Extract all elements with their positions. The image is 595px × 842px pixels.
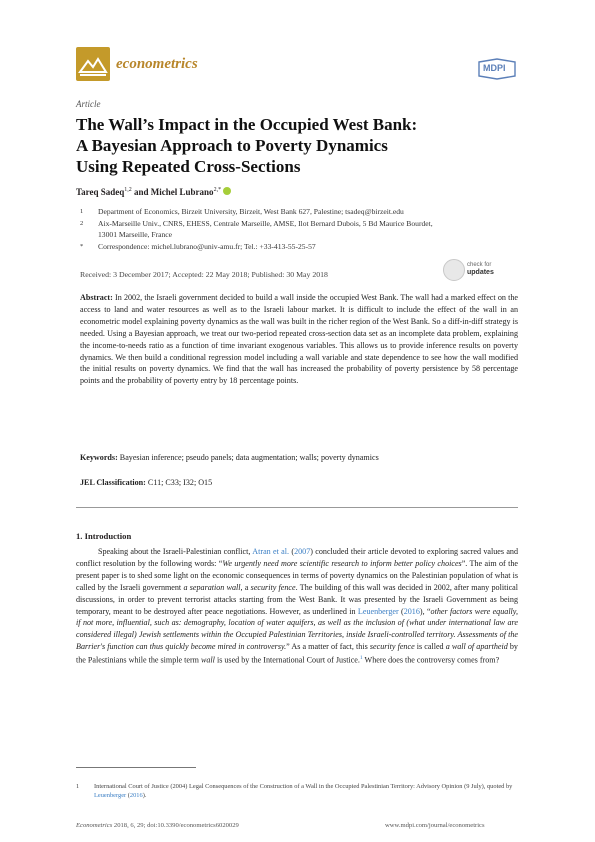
keywords-text: Bayesian inference; pseudo panels; data augmentation; walls; poverty dynamics xyxy=(119,453,379,462)
jel-text: C11; C33; I32; O15 xyxy=(147,478,213,487)
mdpi-logo[interactable] xyxy=(477,58,515,78)
mdpi-label: MDPI xyxy=(483,63,506,73)
check-updates-line2[interactable]: updates xyxy=(467,269,494,276)
publication-dates: Received: 3 December 2017; Accepted: 22 May 2018; Published: 30 May 2018 xyxy=(80,270,328,279)
article-type: Article xyxy=(76,99,101,109)
affiliation-text: Department of Economics, Birzeit University, Birzeit, West Bank 627, Palestine; tsadeq@birzeit.edu xyxy=(98,207,404,216)
intro-paragraph xyxy=(76,546,518,667)
check-updates-icon[interactable] xyxy=(443,259,465,281)
text-run: is called xyxy=(414,642,446,652)
affiliation-2 xyxy=(80,219,520,229)
abstract-text: In 2002, the Israeli government decided to build a wall inside the occupied West Bank. The wall had a marked effect on the access to land and water resources as well as to the Israeli labour market. It is difficult to include the effect of the wall in an econometric model explaining poverty dynamics as the wall was built in the richer region of the West Bank. So a diff-in-diff strategy is needed. Using a Bayesian approach, we treat our two-period repeated cross-section data set as an incomplete data problem, explaining the income-to-needs ratio as a function of time invariant exogenous variables. This allows us to provide inference results on poverty dynamics. We then build a conditional regression model including a wall variable and state dependence to see how the wall modified the initial results on poverty dynamics. We find that the wall has increased the probability of poverty persistence by 58 percentage points and the probability of poverty entry by 18 percentage points. xyxy=(80,293,518,386)
text-run: is used by the International Court of Justice. xyxy=(214,655,360,665)
footnote-mark: 1 xyxy=(76,783,80,790)
emphasis: security fence xyxy=(369,642,415,652)
text-run: ). xyxy=(142,792,147,800)
text-run: . The building of this wall was decided in 2002, after many political discussions, in order to prevent terrorist attacks starting from the West Bank. It was presented by the Israeli Government as being temporary, meant to be destroyed after peace negotiations. However, as underlined in xyxy=(76,582,518,616)
emphasis: security fence xyxy=(250,582,296,592)
text-run: ( xyxy=(398,606,404,616)
author-2[interactable]: Michel Lubrano xyxy=(150,187,214,197)
text-run: ) concluded their article devoted to exploring sacred values and conflict resolution by the following words: “ xyxy=(76,547,519,568)
emphasis: wall xyxy=(200,655,215,665)
jel-label: JEL Classification: xyxy=(80,478,146,487)
correspondence xyxy=(80,242,520,252)
author-1[interactable]: Tareq Sadeq xyxy=(76,187,125,197)
footnote xyxy=(76,782,518,802)
footnote-text: International Court of Justice (2004) Legal Consequences of the Construction of a Wall in the Occupied Palestinian Territory: Advisory Opinion (9 July), quoted by Leuenberger (2016). xyxy=(94,783,513,800)
text-run: Speaking about the Israeli-Palestinian conflict, xyxy=(98,547,253,556)
footer-citation xyxy=(76,822,239,829)
affiliation-mark: 2 xyxy=(80,220,84,227)
footnote-divider xyxy=(76,767,196,768)
quote: other factors were equally, if not more, influential, such as: demography, location of water aquifers, as well as the inclusion of (what under international law are considered illegal) Jewish settlements within the Occupied Palestinian Territories, inside Israeli-controlled territory. Assessments of the Barrier's function can thus quickly become mired in controversy. xyxy=(76,606,518,652)
affiliation-text: Aix-Marseille Univ., CNRS, EHESS, Centrale Marseille, AMSE, Ilot Bernard Dubois, 5 Bd Maurice Bourdet, xyxy=(98,219,433,228)
orcid-icon[interactable] xyxy=(223,187,231,195)
author-list xyxy=(76,187,231,197)
quote: We urgently need more scientific research to inform better policy choices xyxy=(222,558,462,568)
section-heading: 1. Introduction xyxy=(76,531,132,541)
footer-doi: 2018, 6, 29; doi:10.3390/econometrics6020029 xyxy=(112,822,239,829)
citation-year-link[interactable]: 2007 xyxy=(294,547,311,556)
text-run: ” As a matter of fact, this xyxy=(286,642,370,652)
jel-classification xyxy=(80,478,518,487)
affiliation-mark: * xyxy=(80,243,84,250)
author-1-affil: 1,2 xyxy=(124,187,132,193)
citation-link[interactable]: Leuenberger xyxy=(94,792,127,800)
citation-link[interactable]: Atran et al. xyxy=(252,547,290,556)
journal-name[interactable]: econometrics xyxy=(116,56,198,72)
mountain-logo-icon xyxy=(76,47,110,81)
citation-year-link[interactable]: 2016 xyxy=(403,606,420,616)
abstract-label: Abstract: xyxy=(80,293,113,302)
text-run: , a xyxy=(240,582,251,592)
text-run: ), “ xyxy=(419,606,431,616)
text-run: Where does the controversy comes from? xyxy=(362,655,500,665)
title-line-1: The Wall’s Impact in the Occupied West Bank: xyxy=(76,115,418,134)
citation-year-link[interactable]: 2016 xyxy=(129,792,143,800)
title-line-2: A Bayesian Approach to Poverty Dynamics xyxy=(76,136,388,155)
emphasis: a wall of apartheid xyxy=(445,642,508,652)
affiliation-text: Correspondence: michel.lubrano@univ-amu.fr; Tel.: +33-413-55-25-57 xyxy=(98,242,316,251)
keywords xyxy=(80,453,518,462)
footer-journal: Econometrics xyxy=(76,822,113,829)
emphasis: a separation wall xyxy=(183,582,241,592)
affiliation-1 xyxy=(80,207,520,217)
divider xyxy=(76,507,518,508)
footnote-ref-link[interactable]: 1 xyxy=(359,655,363,662)
text-run: by the Palestinians while the simple term xyxy=(76,642,518,665)
keywords-label: Keywords: xyxy=(80,453,118,462)
affiliation-text: 13001 Marseille, France xyxy=(98,230,173,239)
journal-logo xyxy=(76,47,110,81)
citation-link[interactable]: Leuenberger xyxy=(357,606,399,616)
footer-url[interactable]: www.mdpi.com/journal/econometrics xyxy=(385,822,485,829)
author-2-affil: 2,* xyxy=(213,187,222,193)
text-run: ( xyxy=(289,547,295,556)
text-run: International Court of Justice (2004) Legal Consequences of the Construction of a Wall in the Occupied Palestinian Territory: Advisory Opinion (9 July), quoted by xyxy=(94,783,513,790)
title-line-3: Using Repeated Cross-Sections xyxy=(76,157,301,176)
affiliation-mark: 1 xyxy=(80,208,84,215)
check-updates-line1[interactable]: check for xyxy=(467,262,492,268)
abstract xyxy=(80,292,518,387)
text-run: ”. The aim of the present paper is to shed some light on the economic consequences in terms of poverty dynamics on the Palestinian population of what is called by the Israeli government xyxy=(76,558,518,592)
affiliation-2-cont xyxy=(80,230,520,240)
author-and: and xyxy=(131,187,151,197)
paper-title xyxy=(76,114,496,177)
